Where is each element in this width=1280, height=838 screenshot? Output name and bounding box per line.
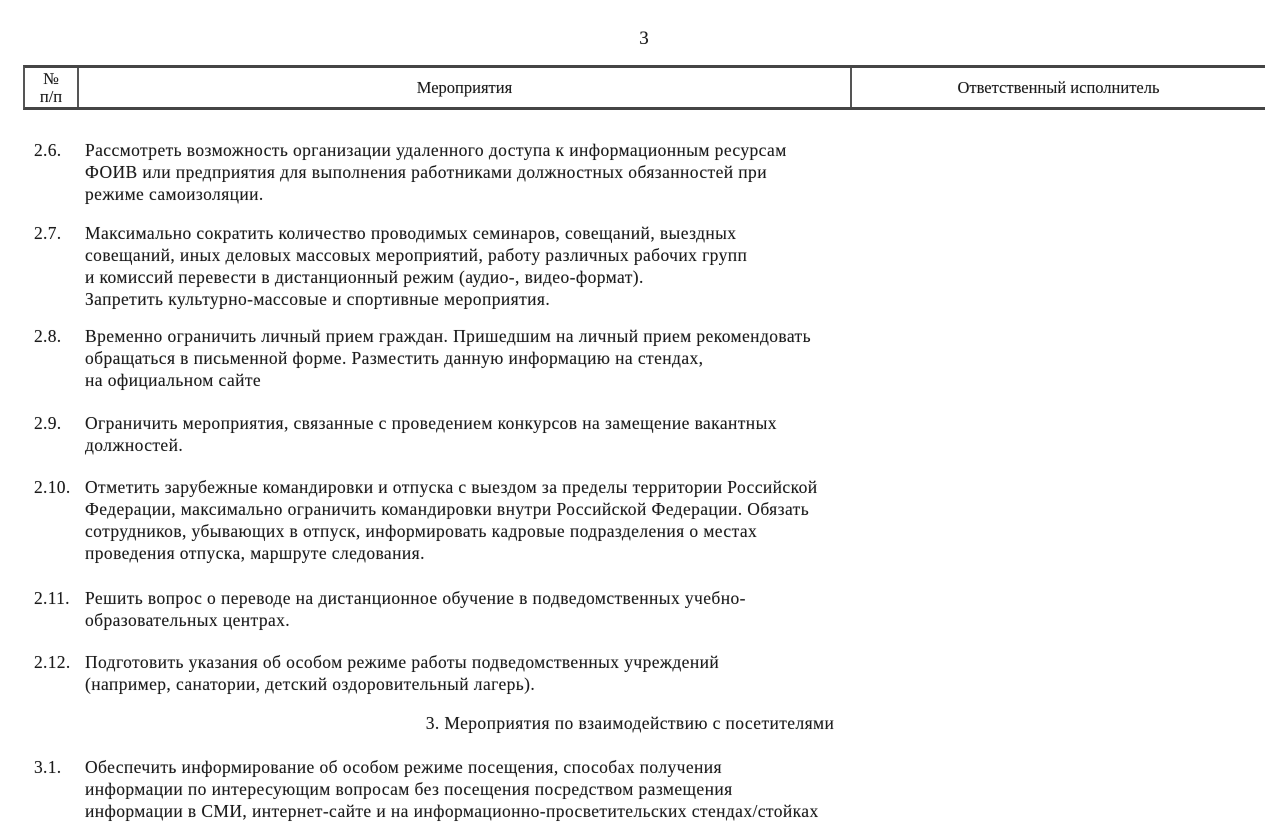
item-number: 2.6. — [34, 140, 62, 160]
column-header-num-line1: № — [43, 68, 59, 88]
item-text — [85, 139, 787, 205]
text-line: Рассмотреть возможность организации удаленного доступа к информационным ресурсам — [85, 140, 787, 160]
text-line: на официальном сайте — [85, 370, 262, 390]
item-number: 3.1. — [34, 757, 62, 777]
item-number: 2.7. — [34, 223, 62, 243]
text-line: режиме самоизоляции. — [85, 184, 264, 204]
text-line: Подготовить указания об особом режиме работы подведомственных учреждений — [85, 652, 720, 672]
text-line: Максимально сократить количество проводимых семинаров, совещаний, выездных — [85, 223, 737, 243]
item-text — [85, 325, 811, 391]
text-line: Обеспечить информирование об особом режиме посещения, способах получения — [85, 757, 722, 777]
text-line: и комиссий перевести в дистанционный режим (аудио-, видео-формат). — [85, 267, 644, 287]
text-line: сотрудников, убывающих в отпуск, информировать кадровые подразделения о местах — [85, 521, 758, 541]
item-number: 2.10. — [34, 477, 71, 497]
item-text — [85, 651, 719, 695]
item-text — [85, 222, 747, 310]
text-line: Запретить культурно-массовые и спортивные мероприятия. — [85, 289, 551, 309]
text-line: Ограничить мероприятия, связанные с проведением конкурсов на замещение вакантных — [85, 413, 777, 433]
item-text — [85, 476, 818, 564]
column-header-responsible-label: Ответственный исполнитель — [957, 77, 1160, 97]
text-line: Временно ограничить личный прием граждан. Пришедшим на личный прием рекомендовать — [85, 326, 811, 346]
text-line: ФОИВ или предприятия для выполнения работниками должностных обязанностей при — [85, 162, 767, 182]
item-number: 2.12. — [34, 652, 71, 672]
text-line: Решить вопрос о переводе на дистанционное обучение в подведомственных учебно- — [85, 588, 746, 608]
text-line: информации по интересующим вопросам без посещения посредством размещения — [85, 779, 733, 799]
item-text — [85, 587, 746, 631]
item-text — [85, 756, 819, 822]
item-number: 2.11. — [34, 588, 70, 608]
text-line: должностей. — [85, 435, 184, 455]
text-line: совещаний, иных деловых массовых мероприятий, работу различных рабочих групп — [85, 245, 748, 265]
page-number: 3 — [639, 28, 649, 49]
item-number: 2.8. — [34, 326, 62, 346]
text-line: Отметить зарубежные командировки и отпуска с выездом за пределы территории Российской — [85, 477, 818, 497]
text-line: обращаться в письменной форме. Разместить данную информацию на стендах, — [85, 348, 704, 368]
column-header-num-line2: п/п — [39, 86, 63, 106]
text-line: образовательных центрах. — [85, 610, 291, 630]
text-line: Федерации, максимально ограничить командировки внутри Российской Федерации. Обязать — [85, 499, 810, 519]
item-number: 2.9. — [34, 413, 62, 433]
column-header-events-label: Мероприятия — [416, 77, 513, 97]
text-line: проведения отпуска, маршруте следования. — [85, 543, 425, 563]
text-line: (например, санатории, детский оздоровительный лагерь). — [85, 674, 536, 694]
section-heading: 3. Мероприятия по взаимодействию с посетителями — [425, 713, 835, 733]
item-text — [85, 412, 777, 456]
text-line: информации в СМИ, интернет-сайте и на информационно-просветительских стендах/стойках — [85, 801, 819, 821]
